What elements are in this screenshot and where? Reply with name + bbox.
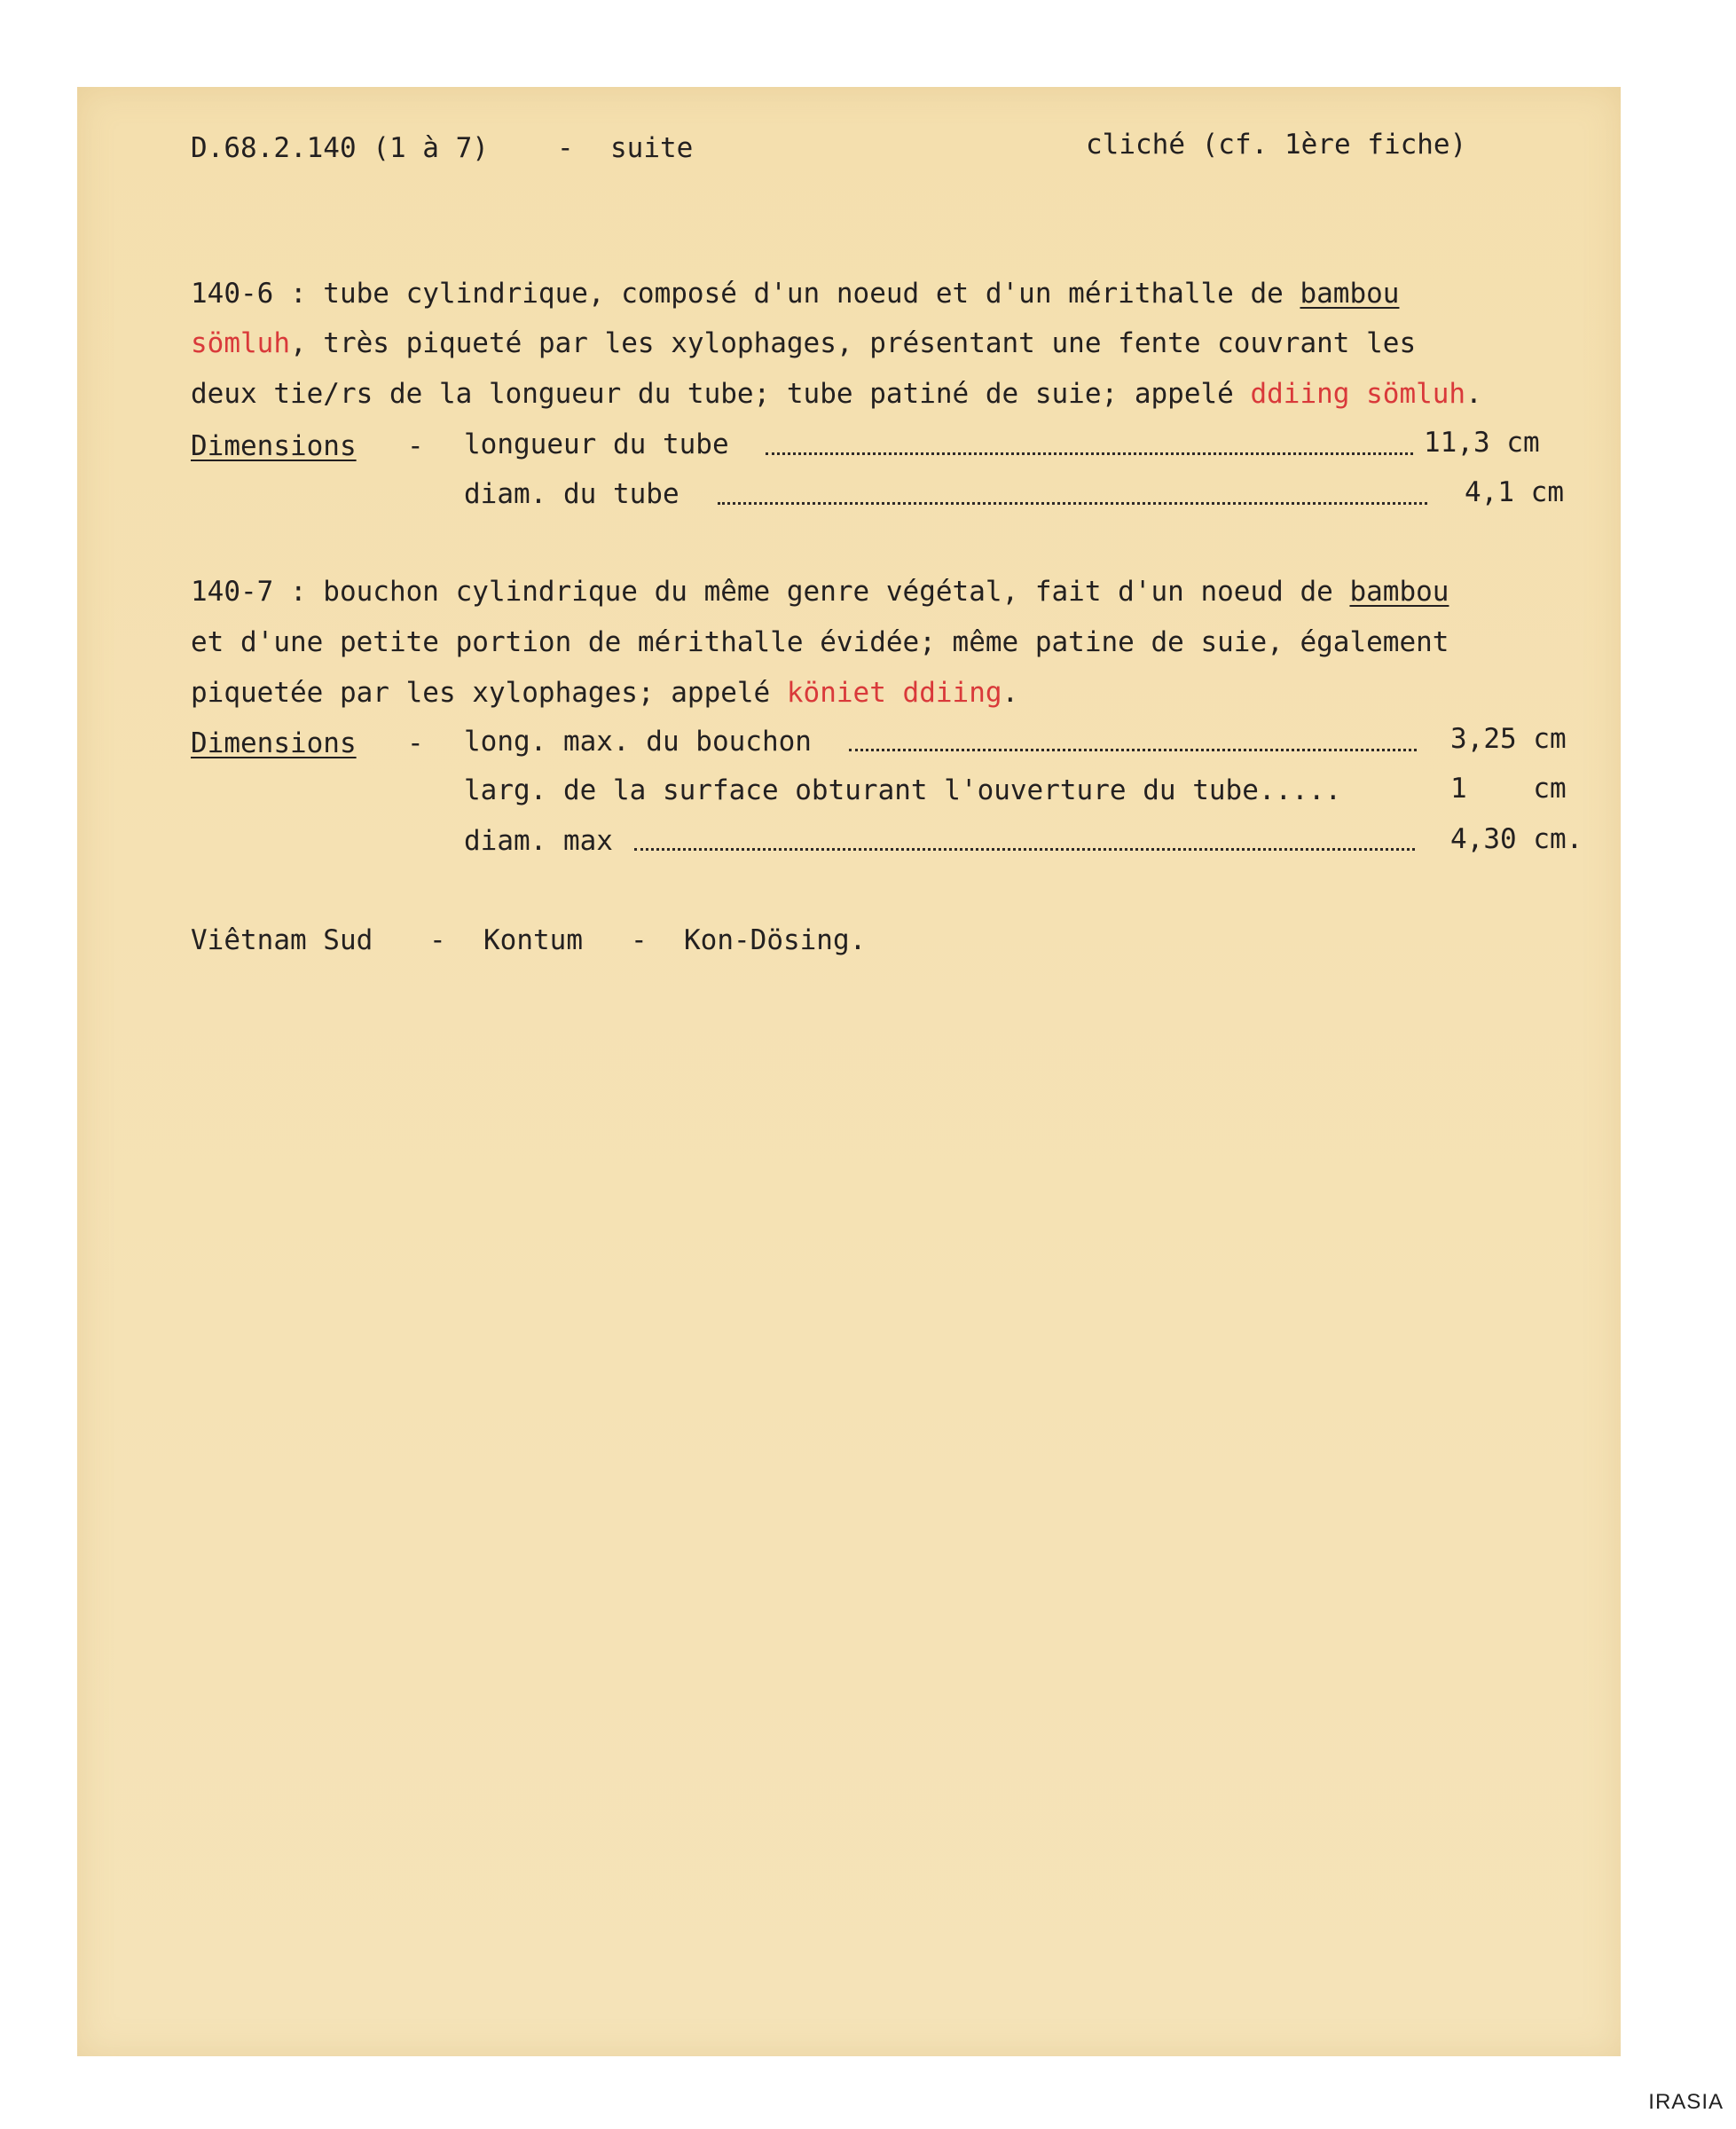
item6-dimensions-dash: - — [407, 430, 424, 462]
item7-line1-text: 140-7 : bouchon cylindrique du même genre végétal, fait d'un noeud de — [191, 576, 1350, 608]
item7-line3 — [191, 677, 1019, 709]
item7-dim-width-value: 1 cm — [1450, 773, 1567, 805]
item7-line3-period: . — [1002, 677, 1019, 709]
item6-line1-text: 140-6 : tube cylindrique, composé d'un noeud et d'un mérithalle de — [191, 278, 1300, 310]
item6-line3 — [191, 378, 1482, 410]
dot-leader — [634, 848, 1415, 851]
item7-bambou: bambou — [1349, 576, 1449, 608]
item7-dim-length-label: long. max. du bouchon — [464, 726, 812, 758]
archive-card — [77, 87, 1621, 2056]
item6-line3-text: deux tie/rs de la longueur du tube; tube patiné de suie; appelé — [191, 378, 1251, 410]
dot-leader — [849, 749, 1417, 751]
item6-line2 — [191, 327, 1417, 359]
item6-bambou: bambou — [1300, 278, 1400, 310]
header-dash: - — [557, 132, 574, 164]
item7-dim-width-label: larg. de la surface obturant l'ouverture du tube..... — [464, 774, 1342, 806]
item6-line3-period: . — [1465, 378, 1482, 410]
item6-dim-diam-label: diam. du tube — [464, 478, 679, 510]
item7-dim-length-value: 3,25 cm — [1450, 723, 1567, 755]
item7-dim-diam-value: 4,30 cm. — [1450, 823, 1583, 855]
item6-dimensions-label: Dimensions — [191, 430, 357, 462]
item6-line2-text: , très piqueté par les xylophages, présentant une fente couvrant les — [289, 327, 1417, 359]
header-cliche-note: cliché (cf. 1ère fiche) — [1086, 129, 1467, 161]
item6-dim-diam-value: 4,1 cm — [1465, 476, 1564, 508]
location-dash-1: - — [429, 924, 446, 956]
header-suite: suite — [610, 132, 694, 164]
item6-dim-length-label: longueur du tube — [464, 428, 729, 460]
dot-leader — [766, 452, 1413, 455]
item7-dimensions-dash: - — [407, 727, 424, 759]
item6-vernacular-somluh: sömluh — [191, 327, 290, 359]
item7-dim-diam-label: diam. max — [464, 825, 613, 857]
item7-line3-text: piquetée par les xylophages; appelé — [191, 677, 787, 709]
item6-dim-length-value: 11,3 cm — [1424, 427, 1540, 459]
catalogue-reference: D.68.2.140 (1 à 7) — [191, 132, 489, 164]
dot-leader — [718, 502, 1427, 505]
item6-line1 — [191, 280, 1399, 308]
irasia-watermark: IRASIA — [1648, 2090, 1724, 2114]
item7-line2: et d'une petite portion de mérithalle évidée; même patine de suie, également — [191, 626, 1449, 658]
item7-dimensions-label: Dimensions — [191, 727, 357, 759]
item7-vernacular-name: köniet ddiing — [786, 677, 1002, 709]
item7-line1 — [191, 578, 1449, 606]
location-village: Kon-Dösing. — [684, 924, 867, 956]
location-country: Viêtnam Sud — [191, 924, 373, 956]
item6-vernacular-name: ddiing sömluh — [1250, 378, 1466, 410]
location-province: Kontum — [483, 924, 583, 956]
location-dash-2: - — [631, 924, 648, 956]
